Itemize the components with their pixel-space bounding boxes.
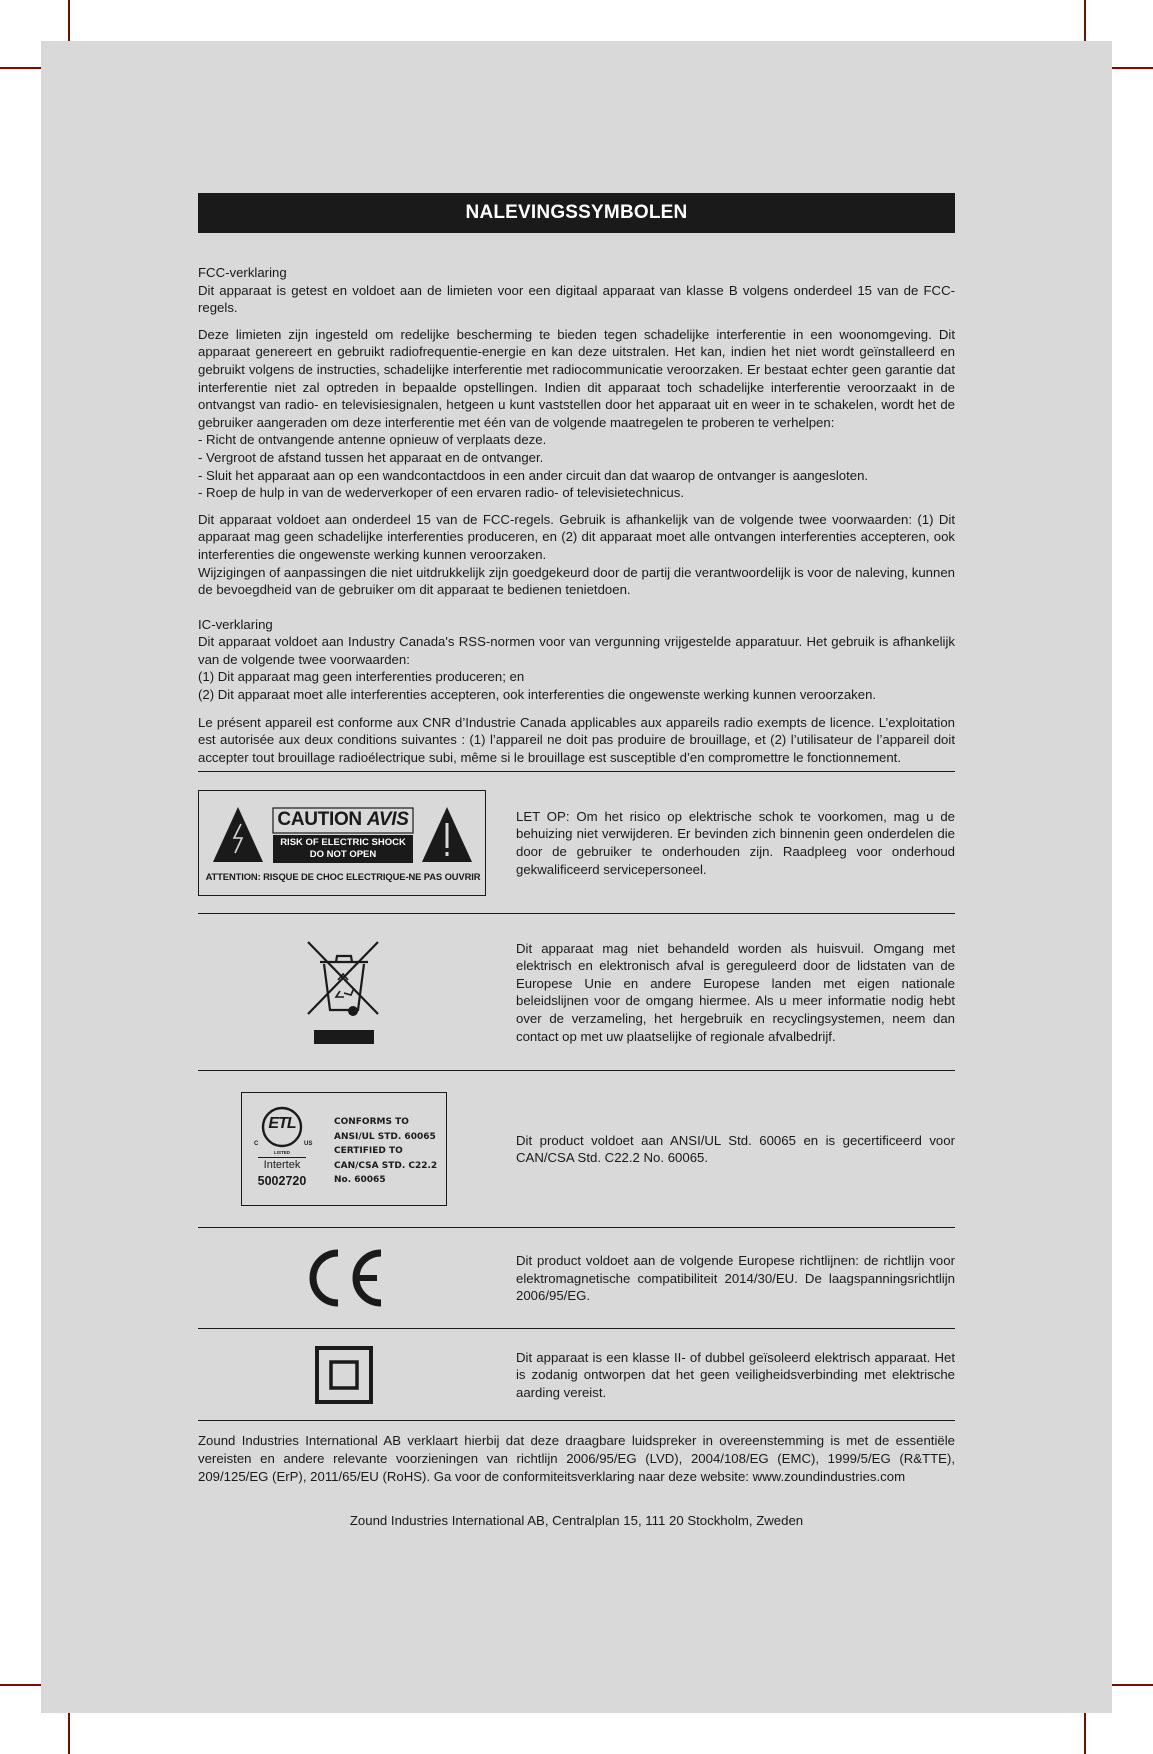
ce-text: Dit product voldoet aan de volgende Europese richtlijnen: de richtlijn voor elektromagnetische compatibiliteit 2014/30/EU. De laagspanningsrichtlijn 2006/95/EG.: [516, 1253, 955, 1304]
ce-row: [198, 1228, 955, 1329]
declaration-text: Zound Industries International AB verklaart hierbij dat deze draagbare luidspreker in overeenstemming is met de essentiële vereisten en andere relevante voorzieningen van richtlijn 2006/95/EG (LVD), 2004/108/EG (EMC), 1999/5/EG (R&TTE), 209/125/EG (ErP), 2011/65/EU (RoHS). Ga voor de conformiteitsverklaring naar deze website: www.zoundindustries.com: [198, 1433, 955, 1484]
avis-word: AVIS: [366, 809, 409, 831]
fcc-bullet: - Richt de ontvangende antenne opnieuw of verplaats deze.: [198, 432, 547, 448]
fcc-section: [198, 264, 955, 599]
fcc-paragraph-3: Dit apparaat voldoet aan onderdeel 15 van de FCC-regels. Gebruik is afhankelijk van de volgende twee voorwaarden: (1) Dit apparaat mag geen schadelijke interferenties produceren, en (2) dit apparaat moet alle ontvangen interferenties accepteren, ook interferenties die ongewenste werking kunnen veroorzaken.: [198, 511, 955, 562]
crop-mark: [1105, 67, 1153, 69]
class-ii-text: Dit apparaat is een klasse II- of dubbel geïsoleerd elektrisch apparaat. Het is zodanig ontworpen dat het geen veiligheidsverbinding met elektrische aarding vereist.: [516, 1349, 955, 1400]
intertek-brand: Intertek: [263, 1159, 301, 1172]
etl-row: [198, 1071, 955, 1228]
etl-letters: ETL: [268, 1115, 296, 1133]
attention-line: ATTENTION: RISQUE DE CHOC ELECTRIQUE-NE PAS OUVRIR: [205, 870, 481, 882]
caution-label: [198, 790, 486, 896]
risk-line-1: RISK OF ELECTRIC SHOCK: [280, 836, 406, 848]
etl-line: CAN/CSA STD. C22.2: [334, 1160, 438, 1171]
ic-intro: Dit apparaat voldoet aan Industry Canada's RSS-normen voor van vergunning vrijgestelde apparatuur. Het gebruik is afhankelijk van de volgende twee voorwaarden:: [198, 634, 955, 667]
etl-number: 5002720: [257, 1174, 307, 1189]
fcc-bullet: - Roep de hulp in van de wederverkoper of een ervaren radio- of televisietechnicus.: [198, 485, 685, 501]
fcc-heading: FCC-verklaring: [198, 265, 287, 280]
etl-conformance-text: [334, 1115, 437, 1188]
etl-line: CONFORMS TO: [334, 1117, 409, 1128]
etl-line: No. 60065: [334, 1175, 386, 1186]
ic-section: [198, 616, 955, 704]
ic-heading: IC-verklaring: [198, 616, 273, 632]
class-ii-row: [198, 1329, 955, 1421]
fcc-paragraph-2: Deze limieten zijn ingesteld om redelijke bescherming te bieden tegen schadelijke interferentie in een woonomgeving. Dit apparaat genereert en gebruikt radiofrequentie-energie en kan deze uitstralen. Het kan, indien het niet wordt geïnstalleerd en gebruikt volgens de instructies, schadelijke interferentie met radiocommunicatie veroorzaken. Er bestaat echter geen garantie dat interferentie niet zal optreden in bepaalde opstellingen. Indien dit apparaat toch schadelijke interferentie veroorzaakt in de ontvangst van radio- en televisiesignalen, hetgeen u kunt vaststellen door het apparaat uit en weer in te schakelen, wordt het de gebruiker aangeraden om deze interferentie met één van de volgende maatregelen te proberen te verhelpen:: [198, 326, 955, 430]
crop-mark: [68, 1706, 70, 1754]
double-insulation-icon: [314, 1345, 374, 1405]
crop-mark: [1105, 1684, 1153, 1686]
etl-listed: LISTED: [273, 1150, 290, 1156]
crossed-out-bin-icon: [304, 936, 384, 1048]
risk-line-2: DO NOT OPEN: [309, 848, 377, 860]
etl-us: US: [304, 1141, 313, 1148]
crop-mark: [1084, 1706, 1086, 1754]
company-address: Zound Industries International AB, Centralplan 15, 111 20 Stockholm, Zweden: [349, 1513, 804, 1529]
caution-text: LET OP: Om het risico op elektrische schok te voorkomen, mag u de behuizing niet verwijderen. Er bevinden zich binnenin geen onderdelen die door de gebruiker te onderhouden zijn. Raadpleeg voor onderhoud gekwalificeerd servicepersoneel.: [516, 808, 955, 877]
page-title: NALEVINGSSYMBOLEN: [198, 193, 955, 233]
weee-row: [198, 914, 955, 1071]
etl-c: C: [254, 1141, 259, 1148]
weee-text: Dit apparaat mag niet behandeld worden als huisvuil. Omgang met elektrisch en elektronisch afval is gereguleerd door de lidstaten van de Europese Unie en andere Europese landen met eigen nationale beleidslijnen voor de omgang hiermee. Als u meer informatie nodig hebt over de verzameling, het hergebruik en recyclingsystemen, neem dan contact op met uw plaatselijke of regionale afvalbedrijf.: [516, 940, 955, 1044]
ce-mark-icon: [303, 1247, 385, 1309]
etl-text: Dit product voldoet aan ANSI/UL Std. 60065 en is gecertificeerd voor CAN/CSA Std. C22.2 No. 60065.: [516, 1132, 955, 1166]
etl-line: ANSI/UL STD. 60065: [334, 1131, 436, 1142]
content: [198, 193, 955, 1528]
french-statement: Le présent appareil est conforme aux CNR d’Industrie Canada applicables aux appareils radio exempts de licence. L’exploitation est autorisée aux deux conditions suivantes : (1) l’appareil ne doit pas produire de brouillage, et (2) l’utilisateur de l’appareil doit accepter tout brouillage radioélectrique subi, même si le brouillage est susceptible d’en compromettre le fonctionnement.: [198, 714, 955, 765]
fcc-paragraph-4: Wijzigingen of aanpassingen die niet uitdrukkelijk zijn goedgekeurd door de partij die verantwoordelijk is voor de naleving, kunnen de bevoegdheid van de gebruiker om dit apparaat te bedienen tenietdoen.: [198, 564, 955, 598]
etl-line: CERTIFIED TO: [334, 1146, 403, 1157]
fcc-bullet: - Vergroot de afstand tussen het apparaat en de ontvanger.: [198, 449, 544, 465]
electric-shock-triangle-icon: [213, 807, 263, 862]
fcc-bullet: - Sluit het apparaat aan op een wandcontactdoos in een ander circuit dan dat waarop de ontvanger is aangesloten.: [198, 467, 869, 483]
caution-row: [198, 772, 955, 914]
ic-condition-2: (2) Dit apparaat moet alle interferenties accepteren, ook interferenties die ongewenste werking kunnen veroorzaken.: [198, 687, 877, 703]
fcc-intro: Dit apparaat is getest en voldoet aan de limieten voor een digitaal apparaat van klasse B volgens onderdeel 15 van de FCC-regels.: [198, 282, 955, 316]
etl-certification-label: [241, 1092, 447, 1206]
ic-condition-1: (1) Dit apparaat mag geen interferenties produceren; en: [198, 669, 525, 685]
caution-word: CAUTION: [277, 809, 362, 831]
